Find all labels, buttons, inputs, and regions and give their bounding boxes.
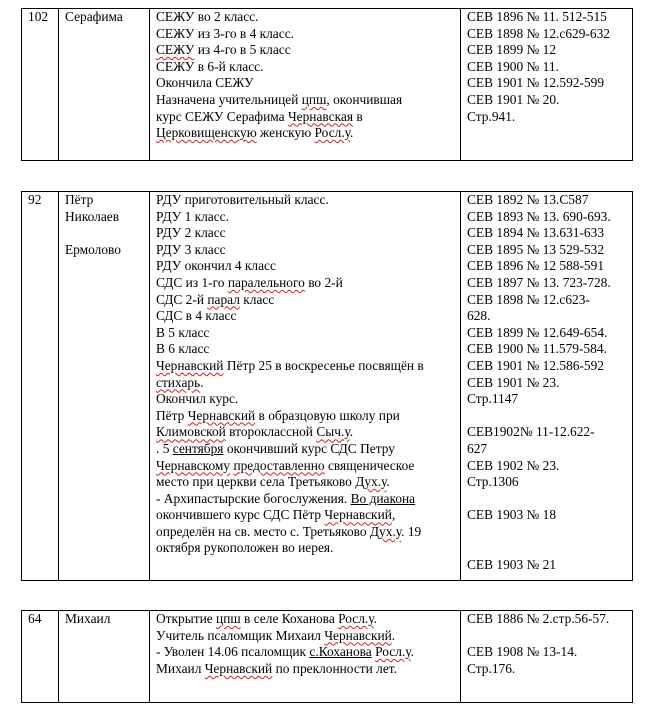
text-line: СЕВ 1892 № 13.С587 xyxy=(467,192,589,207)
text-line xyxy=(156,507,454,524)
text-line xyxy=(156,661,454,678)
text-run: октября рукоположен во иерея. xyxy=(156,540,334,556)
text-line xyxy=(156,391,454,408)
text-run: Назначена учительницей xyxy=(156,91,302,107)
text-line xyxy=(156,628,454,645)
text-line xyxy=(467,491,626,508)
text-run: , xyxy=(391,507,396,523)
text-run: место при церкви села Третьяково xyxy=(156,474,356,490)
text-run: В 5 класс xyxy=(156,324,210,340)
text-run: окончивший курс СДС Петру xyxy=(223,440,395,456)
text-line xyxy=(156,242,454,259)
spellcheck-word: предоставленно xyxy=(233,457,325,473)
spellcheck-word: цпш xyxy=(216,611,241,626)
text-run: , окончившая xyxy=(326,91,403,107)
text-line: СЕВ 1896 № 11. 512-515 xyxy=(467,9,607,24)
text-line: СЕВ 1900 № 11.579-584. xyxy=(467,341,607,357)
spellcheck-word: Сыч.у xyxy=(316,424,350,440)
text-run: . xyxy=(410,644,414,660)
text-line: СЕВ 1893 № 13. 690-693. xyxy=(467,208,611,224)
text-line xyxy=(156,125,454,142)
text-line: Пётр xyxy=(65,192,94,207)
text-line xyxy=(156,275,454,292)
text-line xyxy=(156,92,454,109)
text-run: СЕЖУ во 2 класс. xyxy=(156,9,259,24)
text-line: Стр.1147 xyxy=(467,391,519,407)
text-run: - Архипастырские богослужения. xyxy=(156,490,351,506)
text-run: . 5 xyxy=(156,440,173,456)
text-run: СЕЖУ из 3-го в 4 класс. xyxy=(156,25,294,41)
text-line xyxy=(156,26,454,43)
record-number: 102 xyxy=(22,9,59,161)
text-line xyxy=(156,325,454,342)
person-name xyxy=(59,9,150,161)
text-run: . xyxy=(349,424,354,440)
text-line xyxy=(156,474,454,491)
text-run: в образцовую школу при xyxy=(255,407,400,423)
person-name xyxy=(59,192,150,581)
text-run: Пётр xyxy=(156,407,188,423)
text-run: . 19 xyxy=(401,523,422,539)
underlined-text: Во диакона xyxy=(350,490,416,506)
text-line: СЕВ 1886 № 2.стр.56-57. xyxy=(467,611,610,626)
spellcheck-word: СЕЖУ xyxy=(156,42,195,58)
text-line xyxy=(156,408,454,425)
text-line: Николаев xyxy=(65,208,120,224)
text-run: . xyxy=(350,125,354,141)
text-line: Стр.176. xyxy=(467,660,516,676)
text-run: . xyxy=(386,474,390,490)
text-run: Пётр 25 в воскресенье посвящён в xyxy=(223,357,424,373)
text-line xyxy=(156,524,454,541)
text-line: СЕВ1902№ 11-12.622- xyxy=(467,424,595,440)
record-description xyxy=(150,192,461,581)
text-line xyxy=(156,341,454,358)
text-line: СЕВ 1896 № 12 588-591 xyxy=(467,258,605,274)
text-line: СЕВ 1903 № 18 xyxy=(467,507,557,523)
table-row xyxy=(22,611,633,703)
record-table-92 xyxy=(21,191,633,581)
text-line: СЕВ 1898 № 12.с623- xyxy=(467,291,590,307)
text-line xyxy=(156,540,454,557)
text-run: СДС из 1-го xyxy=(156,274,228,290)
spellcheck-word: Росл.у xyxy=(375,644,411,660)
text-line xyxy=(156,9,454,26)
spellcheck-word: паралельного xyxy=(227,274,305,290)
text-run: РДУ приготовительный класс. xyxy=(156,192,329,207)
spellcheck-word: Чернавский xyxy=(324,627,392,643)
record-sources xyxy=(461,192,633,581)
record-sources xyxy=(461,611,633,703)
spellcheck-word: Чернавский xyxy=(156,357,224,373)
text-line xyxy=(65,225,143,242)
text-line xyxy=(156,75,454,92)
text-run: РДУ 2 класс xyxy=(156,225,226,241)
text-run: РДУ 1 класс. xyxy=(156,208,229,224)
spellcheck-word: Чернавскому xyxy=(156,457,231,473)
text-line xyxy=(156,375,454,392)
text-run: определён на св. место с. Третьяково xyxy=(156,523,370,539)
table-row xyxy=(22,9,633,161)
record-description xyxy=(150,9,461,161)
text-line: Серафима xyxy=(65,9,123,24)
text-run: СЕЖУ в 6-й класс. xyxy=(156,58,264,74)
record-number: 92 xyxy=(22,192,59,581)
text-run: Михаил xyxy=(156,660,205,676)
text-run: курс СЕЖУ Серафима xyxy=(156,108,288,124)
text-run: Окончил курс. xyxy=(156,391,239,407)
text-line xyxy=(156,358,454,375)
table-row xyxy=(22,192,633,581)
text-run: окончившего курс СДС Пётр xyxy=(156,507,325,523)
text-line xyxy=(156,308,454,325)
person-name xyxy=(59,611,150,703)
spellcheck-word: цпш xyxy=(301,91,327,107)
text-run: СДС 2-й xyxy=(156,291,208,307)
spellcheck-word: Дух.у xyxy=(355,474,387,490)
text-line: СЕВ 1894 № 13.631-633 xyxy=(467,225,605,241)
text-line: 628. xyxy=(467,308,491,324)
text-run: . xyxy=(391,627,396,643)
text-run: РДУ 3 класс xyxy=(156,241,226,257)
spellcheck-word: Росл.у xyxy=(338,611,374,626)
record-sources xyxy=(461,9,633,161)
record-table-102 xyxy=(21,8,633,161)
text-line xyxy=(156,192,454,209)
text-line xyxy=(156,59,454,76)
text-line: СЕВ 1899 № 12.649-654. xyxy=(467,324,608,340)
text-line: СЕВ 1901 № 12.592-599 xyxy=(467,75,605,91)
text-line xyxy=(156,611,454,628)
spellcheck-word: Чернавская xyxy=(287,108,353,124)
text-run: женскую xyxy=(256,125,315,141)
text-run: второклассной xyxy=(225,424,317,440)
text-line: СЕВ 1902 № 23. xyxy=(467,457,560,473)
text-line: Стр.941. xyxy=(467,108,516,124)
text-run: . xyxy=(373,611,377,626)
text-run: в селе Коханова xyxy=(240,611,339,626)
text-line xyxy=(467,524,626,541)
text-line: Ермолово xyxy=(65,241,121,257)
text-line xyxy=(156,441,454,458)
text-run: Учитель псаломщик Михаил xyxy=(156,627,325,643)
text-run: . xyxy=(200,374,204,390)
text-run: священическое xyxy=(324,457,415,473)
spellcheck-word: Дух.у xyxy=(369,523,402,539)
spellcheck-word: парал xyxy=(207,291,240,307)
spellcheck-word: Чернавский xyxy=(204,660,273,676)
text-line xyxy=(156,109,454,126)
text-line xyxy=(156,458,454,475)
text-line: СЕВ 1899 № 12 xyxy=(467,42,557,58)
text-run: из 4-го в 5 класс xyxy=(194,42,291,58)
text-line: Стр.1306 xyxy=(467,474,519,490)
text-line: СЕВ 1908 № 13-14. xyxy=(467,644,578,660)
text-line: СЕВ 1898 № 12.с629-632 xyxy=(467,25,610,41)
text-line xyxy=(467,408,626,425)
text-run: класс xyxy=(239,291,275,307)
text-line: 627 xyxy=(467,440,488,456)
spellcheck-word: Чернавский xyxy=(324,507,392,523)
text-line xyxy=(156,209,454,226)
text-run: РДУ окончил 4 класс xyxy=(156,258,276,274)
text-run: во 2-й xyxy=(304,274,343,290)
text-run: - Уволен 14.06 псаломщик xyxy=(156,644,310,660)
text-line: СЕВ 1897 № 13. 723-728. xyxy=(467,274,611,290)
underlined-text: сентября xyxy=(172,440,224,456)
spellcheck-word: Чернавский xyxy=(187,407,256,423)
record-table-64 xyxy=(21,610,633,703)
spellcheck-word: Росл.у xyxy=(314,125,351,141)
text-line: Михаил xyxy=(65,611,111,626)
text-line: СЕВ 1900 № 11. xyxy=(467,58,559,74)
spellcheck-word: стихарь xyxy=(156,374,201,390)
text-line xyxy=(156,258,454,275)
text-run: Окончила СЕЖУ xyxy=(156,75,254,91)
text-line xyxy=(156,491,454,508)
text-line xyxy=(467,628,626,645)
text-run: Открытие xyxy=(156,611,217,626)
text-run: в xyxy=(353,108,363,124)
text-run: по преклонности лет. xyxy=(272,660,397,676)
text-line: СЕВ 1901 № 12.586-592 xyxy=(467,357,605,373)
record-number: 64 xyxy=(22,611,59,703)
text-line xyxy=(156,292,454,309)
underlined-text: с.Коханова xyxy=(309,644,372,660)
spellcheck-word: Церковищенскую xyxy=(156,125,257,141)
text-line: СЕВ 1901 № 20. xyxy=(467,91,560,107)
text-line: СЕВ 1895 № 13 529-532 xyxy=(467,241,605,257)
spellcheck-word: Климовской xyxy=(156,424,226,440)
text-line xyxy=(156,644,454,661)
text-run: СДС в 4 класс xyxy=(156,308,237,324)
text-line: СЕВ 1903 № 21 xyxy=(467,557,557,573)
record-description xyxy=(150,611,461,703)
text-run: В 6 класс xyxy=(156,341,210,357)
text-line xyxy=(467,540,626,557)
text-line xyxy=(156,424,454,441)
text-line: СЕВ 1901 № 23. xyxy=(467,374,560,390)
text-line xyxy=(156,42,454,59)
text-line xyxy=(156,225,454,242)
